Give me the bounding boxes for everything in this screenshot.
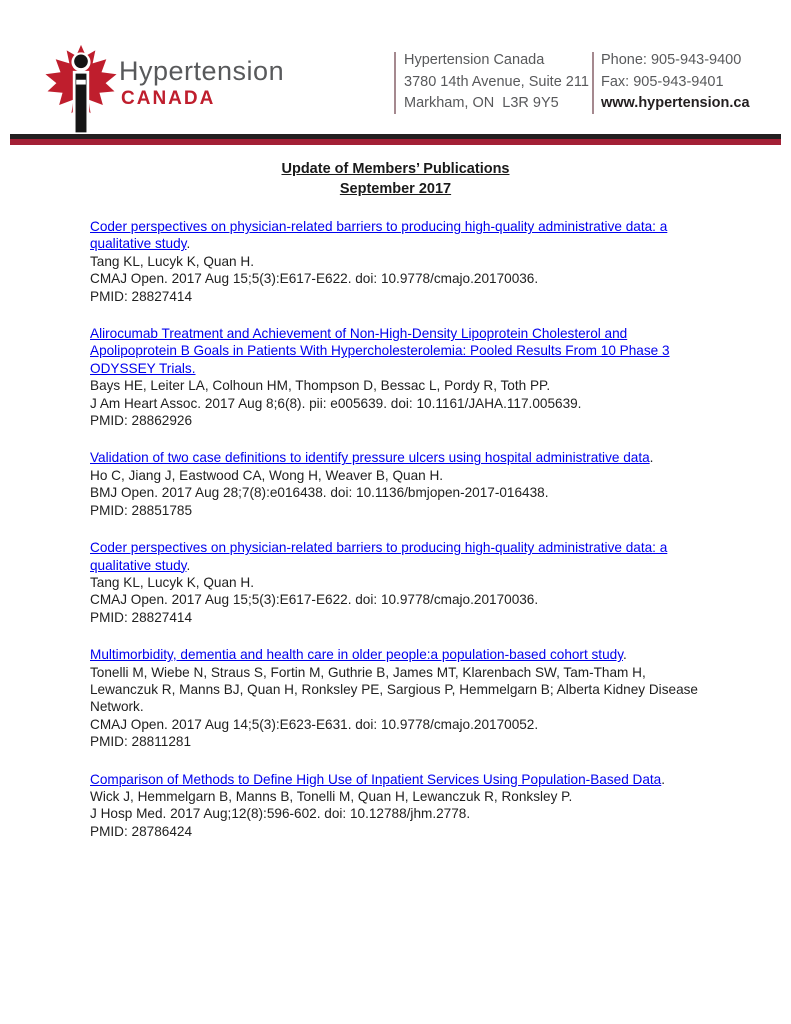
brand-country: CANADA bbox=[121, 88, 216, 109]
website-link[interactable]: www.hypertension.ca bbox=[601, 95, 750, 111]
contact-block bbox=[601, 50, 750, 115]
maple-leaf-person-icon bbox=[40, 42, 122, 138]
publication-title-link[interactable]: Validation of two case definitions to identify pressure ulcers using hospital administrative data bbox=[90, 450, 650, 466]
publication-title-link[interactable]: Coder perspectives on physician-related barriers to producing high-quality administrative data: a qualitative study bbox=[90, 540, 668, 573]
address-block bbox=[404, 50, 589, 115]
publication-title bbox=[90, 325, 710, 377]
address-street: 3780 14th Avenue, Suite 211 bbox=[404, 73, 589, 90]
publication-authors: Bays HE, Leiter LA, Colhoun HM, Thompson D, Bessac L, Pordy R, Toth PP. bbox=[90, 378, 551, 394]
page-title bbox=[0, 160, 791, 199]
publication-title-link[interactable]: Comparison of Methods to Define High Use of Inpatient Services Using Population-Based Data bbox=[90, 771, 662, 787]
publication-authors: Tonelli M, Wiebe N, Straus S, Fortin M, Guthrie B, James MT, Klarenbach SW, Tam-Tham H, Lewanczuk R, Manns BJ, Quan H, Ronksley PE, Sargious P, Hemmelgarn B; Alberta Kidney Disease Network. bbox=[90, 664, 698, 715]
publication-authors: Tang KL, Lucyk K, Quan H. bbox=[90, 574, 254, 590]
publication-pmid: PMID: 28786424 bbox=[90, 823, 193, 839]
publication-citation: BMJ Open. 2017 Aug 28;7(8):e016438. doi: 10.1136/bmjopen-2017-016438. bbox=[90, 485, 549, 501]
publication-pmid: PMID: 28862926 bbox=[90, 413, 193, 429]
publication-entry bbox=[90, 646, 710, 750]
publication-pmid: PMID: 28827414 bbox=[90, 609, 193, 625]
publication-title-suffix: . bbox=[186, 236, 191, 252]
publication-title bbox=[90, 449, 710, 466]
publication-title-suffix: . bbox=[186, 557, 191, 573]
publication-citation: J Am Heart Assoc. 2017 Aug 8;6(8). pii: e005639. doi: 10.1161/JAHA.117.005639. bbox=[90, 395, 582, 411]
publication-title bbox=[90, 218, 710, 253]
publication-citation: CMAJ Open. 2017 Aug 15;5(3):E617-E622. doi: 10.9778/cmajo.20170036. bbox=[90, 592, 539, 608]
publication-title bbox=[90, 771, 710, 788]
address-city: Markham, ON L3R 9Y5 bbox=[404, 95, 559, 111]
page-title-line1: Update of Members’ Publications bbox=[281, 161, 510, 177]
header-rule-red bbox=[10, 139, 781, 145]
publication-title-link[interactable]: Alirocumab Treatment and Achievement of Non-High-Density Lipoprotein Cholesterol and Apolipoprotein B Goals in Patients With Hypercholesterolemia: Pooled Results From 10 Phase 3 ODYSSEY Trials. bbox=[90, 326, 670, 376]
publication-entry bbox=[90, 539, 710, 626]
publication-title-suffix: . bbox=[649, 450, 654, 466]
publication-title-suffix: . bbox=[623, 647, 627, 663]
publication-title-suffix: . bbox=[661, 771, 666, 787]
publications-list bbox=[90, 218, 710, 860]
publication-citation: CMAJ Open. 2017 Aug 15;5(3):E617-E622. doi: 10.9778/cmajo.20170036. bbox=[90, 271, 539, 287]
brand-name: Hypertension bbox=[119, 56, 285, 86]
publication-title bbox=[90, 539, 710, 574]
publication-title-link[interactable]: Coder perspectives on physician-related barriers to producing high-quality administrative data: a qualitative study bbox=[90, 219, 668, 252]
publication-title-link[interactable]: Multimorbidity, dementia and health care in older people:a population-based cohort study bbox=[90, 647, 623, 663]
publication-pmid: PMID: 28827414 bbox=[90, 288, 193, 304]
publication-entry bbox=[90, 218, 710, 305]
phone-number: Phone: 905-943-9400 bbox=[601, 52, 742, 68]
publication-title bbox=[90, 646, 710, 663]
publication-pmid: PMID: 28851785 bbox=[90, 502, 193, 518]
publication-pmid: PMID: 28811281 bbox=[90, 734, 192, 750]
fax-number: Fax: 905-943-9401 bbox=[601, 73, 724, 90]
header-divider bbox=[394, 52, 396, 114]
header-divider bbox=[592, 52, 594, 114]
publication-entry bbox=[90, 449, 710, 519]
publication-citation: J Hosp Med. 2017 Aug;12(8):596-602. doi: 10.12788/jhm.2778. bbox=[90, 806, 471, 822]
publication-entry bbox=[90, 325, 710, 429]
publication-citation: CMAJ Open. 2017 Aug 14;5(3):E623-E631. doi: 10.9778/cmajo.20170052. bbox=[90, 716, 539, 732]
publication-authors: Wick J, Hemmelgarn B, Manns B, Tonelli M, Quan H, Lewanczuk R, Ronksley P. bbox=[90, 788, 573, 804]
publication-authors: Tang KL, Lucyk K, Quan H. bbox=[90, 253, 254, 269]
page-title-line2: September 2017 bbox=[339, 180, 452, 197]
address-org: Hypertension Canada bbox=[404, 52, 545, 68]
publication-authors: Ho C, Jiang J, Eastwood CA, Wong H, Weaver B, Quan H. bbox=[90, 467, 444, 483]
publication-entry bbox=[90, 771, 710, 841]
